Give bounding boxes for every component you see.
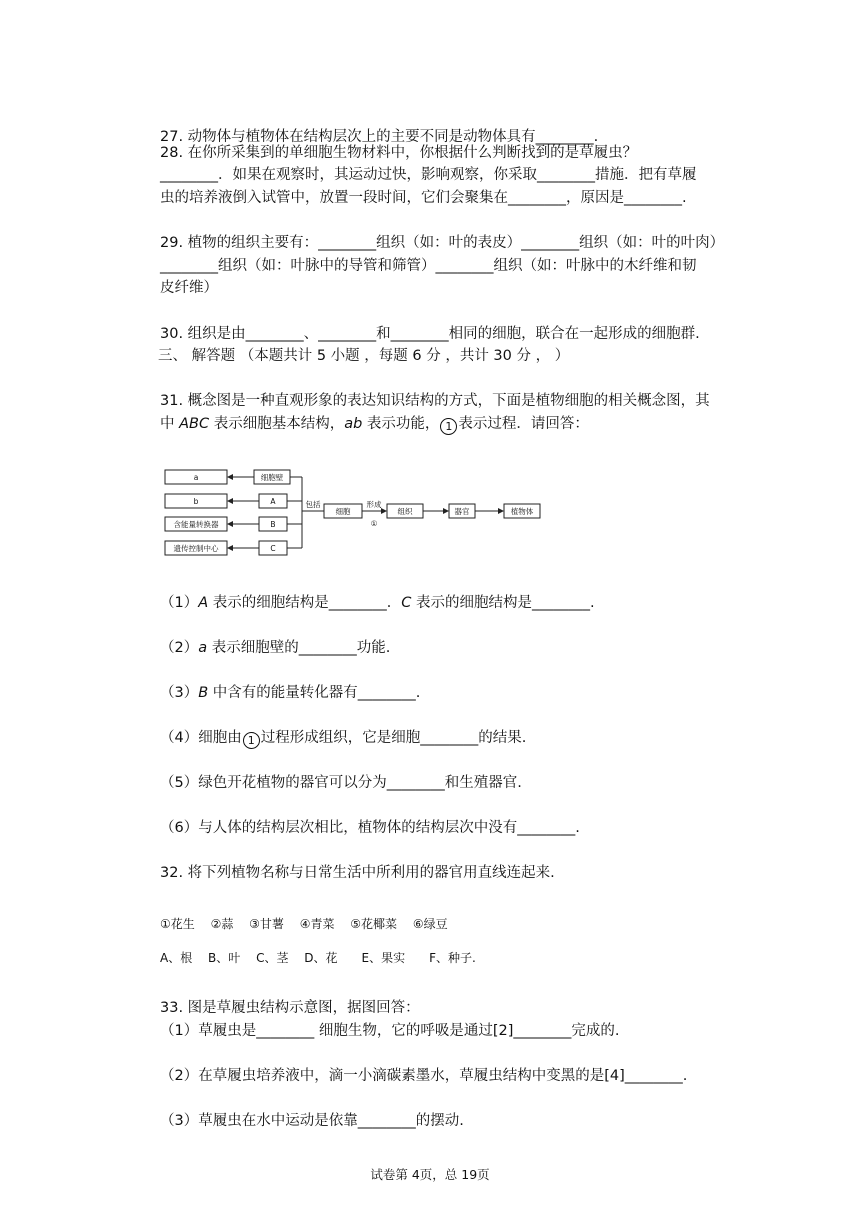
q33-sub1: （1）草履虫是________ 细胞生物，它的呼吸是通过[2]________完成的.: [160, 1023, 620, 1039]
q31-sub1-A: A: [198, 595, 209, 611]
q31-sub2: [160, 638, 390, 658]
q31-sub1-C: C: [401, 595, 412, 611]
circle-one-label: ①: [370, 519, 378, 528]
question-31-line2: [160, 414, 589, 435]
concept-map: [160, 460, 545, 565]
q32-organs: A、根 B、叶 C、茎 D、花 E、果实 F、种子.: [160, 951, 476, 965]
question-27: 27. 动物体与植物体在结构层次上的主要不同是动物体具有________.: [160, 129, 599, 145]
q31-sub3-part: （3）: [160, 685, 199, 701]
question-31-line1: 31. 概念图是一种直观形象的表达知识结构的方式，下面是植物细胞的相关概念图，其: [160, 393, 710, 409]
q31-sub2-part: 表示细胞壁的________功能.: [207, 640, 391, 656]
q31-sub4: [160, 728, 526, 749]
q31-abc: ABC: [179, 416, 210, 432]
q31-text: 表示功能，: [362, 416, 440, 432]
q31-sub1-part: 表示的细胞结构是________．: [208, 595, 402, 611]
question-29-line3: 皮纤维）: [160, 280, 218, 296]
circled-one-icon: 1: [243, 732, 260, 749]
q31-sub3-B: B: [198, 685, 209, 701]
q31-sub2-a: a: [198, 640, 208, 656]
question-28-line2: ________．如果在观察时，其运动过快，影响观察，你采取________措施．把有草履: [160, 167, 697, 183]
q32-plants: ①花生 ②蒜 ③甘薯 ④青菜 ⑤花椰菜 ⑥绿豆: [160, 917, 448, 931]
q33-sub3: （3）草履虫在水中运动是依靠________的摆动.: [160, 1113, 464, 1129]
box-B-label: B: [270, 520, 276, 529]
box-a-label: a: [193, 473, 199, 482]
q31-sub1-part: 表示的细胞结构是________.: [411, 595, 595, 611]
question-28-line1: 28. 在你所采集到的单细胞生物材料中，你根据什么判断找到的是草履虫？: [160, 145, 638, 161]
question-28-line3: 虫的培养液倒入试管中，放置一段时间，它们会聚集在________，原因是________.: [160, 190, 687, 206]
q33-sub2: （2）在草履虫培养液中，滴一小滴碳素墨水，草履虫结构中变黑的是[4]________.: [160, 1068, 688, 1084]
box-plant-label: 植物体: [510, 507, 534, 516]
box-wall-label: 细胞壁: [260, 473, 284, 482]
q31-sub3-part: 中含有的能量转化器有________.: [208, 685, 421, 701]
q31-ab: ab: [344, 416, 363, 432]
q31-sub3: [160, 683, 420, 703]
include-label: 包括: [305, 500, 321, 509]
section-heading: 三、 解答题 （本题共计 5 小题 ，每题 6 分 ，共计 30 分 ， ）: [158, 348, 570, 364]
circled-one-icon: 1: [440, 418, 457, 435]
box-A-label: A: [270, 497, 276, 506]
question-30: 30. 组织是由________、________和________相同的细胞，联合在一起形成的细胞群.: [160, 326, 700, 342]
question-29-line1: 29. 植物的组织主要有：________组织（如：叶的表皮）________组织（如：叶的叶肉）: [160, 235, 725, 251]
question-32: 32. 将下列植物名称与日常生活中所利用的器官用直线连起来.: [160, 865, 555, 881]
box-energy-label: 含能量转换器: [173, 520, 219, 529]
q31-sub1-part: （1）: [160, 595, 199, 611]
question-29-line2: ________组织（如：叶脉中的导管和筛管）________组织（如：叶脉中的木纤维和韧: [160, 258, 697, 274]
page-footer: 试卷第 4页，总 19页: [370, 1167, 490, 1182]
box-genetic-label: 遗传控制中心: [173, 544, 219, 553]
q31-text: 中: [160, 416, 180, 432]
q31-sub2-part: （2）: [160, 640, 199, 656]
box-cell-label: 细胞: [335, 507, 351, 516]
box-organ-label: 器官: [454, 507, 470, 516]
form-label: 形成: [366, 500, 382, 509]
box-b-label: b: [193, 497, 199, 506]
q31-sub4-part: 过程形成组织，它是细胞________的结果.: [260, 730, 527, 746]
q31-sub1: [160, 593, 595, 613]
q31-sub4-part: （4）细胞由: [160, 730, 242, 746]
box-C-label: C: [270, 544, 276, 553]
q31-text: 表示过程．请回答：: [458, 416, 589, 432]
q31-text: 表示细胞基本结构，: [209, 416, 345, 432]
q31-sub6: （6）与人体的结构层次相比，植物体的结构层次中没有________.: [160, 820, 580, 836]
question-33: 33. 图是草履虫结构示意图，据图回答：: [160, 1000, 420, 1016]
q31-sub5: （5）绿色开花植物的器官可以分为________和生殖器官.: [160, 775, 522, 791]
box-tissue-label: 组织: [397, 507, 413, 516]
